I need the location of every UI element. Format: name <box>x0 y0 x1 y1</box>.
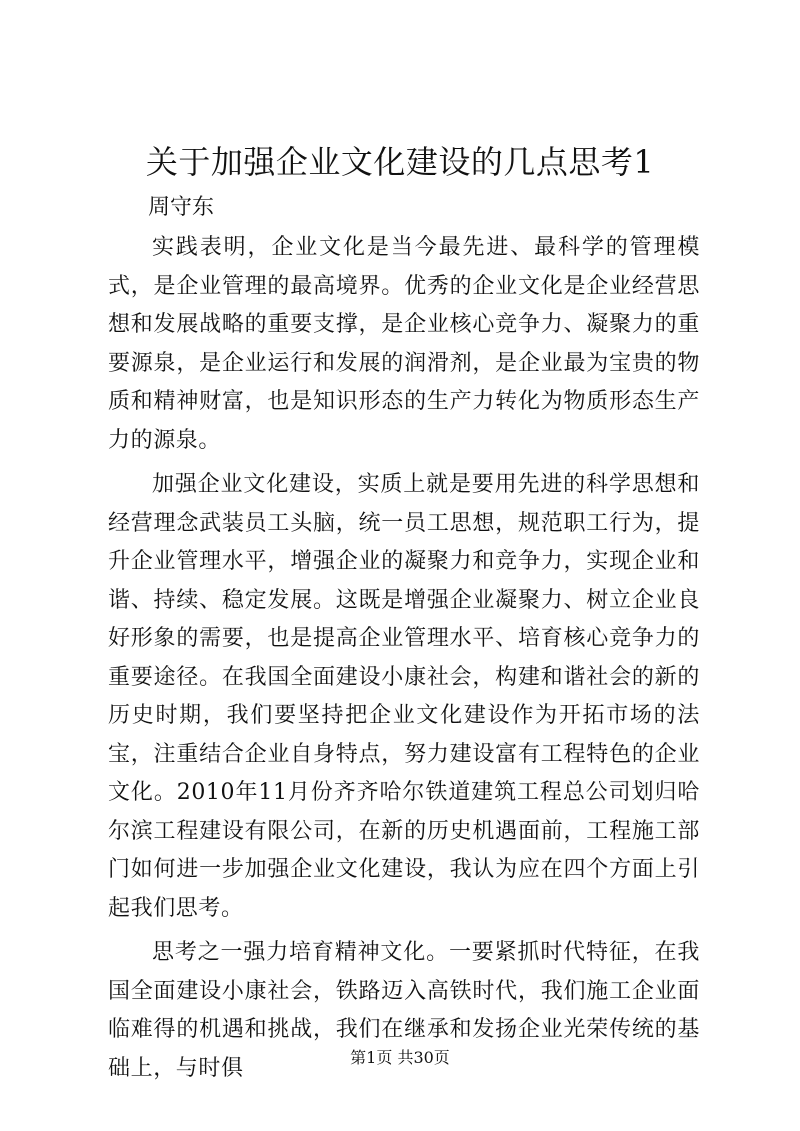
paragraph: 思考之一强力培育精神文化。一要紧抓时代特征，在我国全面建设小康社会，铁路迈入高铁时代，我们施工企业面临难得的机遇和挑战，我们在继承和发扬企业光荣传统的基础上，与时俱 <box>108 940 700 1081</box>
author-name: 周守东 <box>148 195 215 220</box>
paragraph: 实践表明，企业文化是当今最先进、最科学的管理模式，是企业管理的最高境界。优秀的企业文化是企业经营思想和发展战略的重要支撑，是企业核心竞争力、凝聚力的重要源泉，是企业运行和发展的润滑剂，是企业最为宝贵的物质和精神财富，也是知识形态的生产力转化为物质形态生产力的源泉。 <box>108 235 700 453</box>
paragraph: 加强企业文化建设，实质上就是要用先进的科学思想和经营理念武装员工头脑，统一员工思想，规范职工行为，提升企业管理水平，增强企业的凝聚力和竞争力，实现企业和谐、持续、稳定发展。这既是增强企业凝聚力、树立企业良好形象的需要，也是提高企业管理水平、培育核心竞争力的重要途径。在我国全面建设小康社会，构建和谐社会的新的历史时期，我们要坚持把企业文化建设作为开拓市场的法宝，注重结合企业自身特点，努力建设富有工程特色的企业文化。2010年11月份齐齐哈尔铁道建筑工程总公司划归哈尔滨工程建设有限公司，在新的历史机遇面前，工程施工部门如何进一步加强企业文化建设，我认为应在四个方面上引起我们思考。 <box>108 472 700 921</box>
document-body <box>108 229 700 1094</box>
document-title: 关于加强企业文化建设的几点思考1 <box>145 143 655 181</box>
page-number-footer: 第1页 共30页 <box>350 1048 450 1067</box>
